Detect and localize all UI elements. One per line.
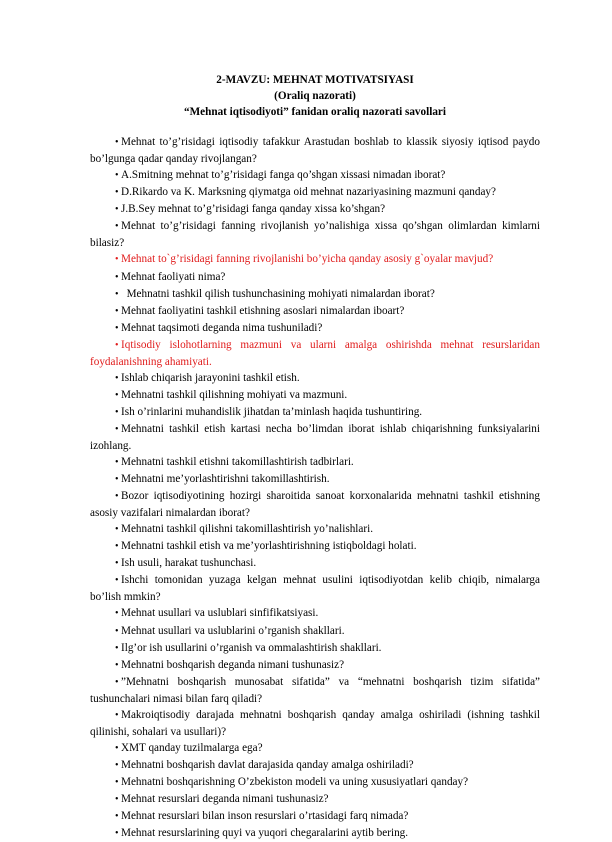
bullet-icon: • — [115, 221, 119, 233]
bullet-icon: • — [115, 187, 119, 199]
question-item — [90, 320, 540, 337]
question-text: Mehnat to’g’risidagi iqtisodiy tafakkur Arastudan boshlab to klassik siyosiy iqtisod paydo bo’lgunga qadar qanday rivojlangan? — [90, 136, 543, 166]
question-text: Mehnatni tashkil etishni takomillashtirish tadbirlari. — [121, 456, 354, 469]
bullet-icon: • — [115, 742, 119, 754]
question-item — [90, 774, 540, 791]
question-text: A.Smitning mehnat to’g’risidagi fanga qo’shgan xissasi nimadan iborat? — [121, 169, 446, 182]
bullet-icon: • — [115, 541, 119, 553]
question-text: Iqtisodiy islohotlarning mazmuni va ularni amalga oshirishda mehnat resurslaridan foydalanishning ahamiyati. — [90, 338, 543, 368]
question-item — [90, 201, 540, 218]
bullet-icon: • — [115, 659, 119, 671]
question-item — [90, 421, 543, 454]
question-text: Ishchi tomonidan yuzaga kelgan mehnat usulini iqtisodiyotdan kelib chiqib, nimalarga bo’lish mmkin? — [90, 574, 543, 604]
question-text: Mehnat to’g’risidagi fanning rivojlanish yo’nalishiga xissa qo’shgan olimlardan kimlarni bilasiz? — [90, 220, 543, 250]
question-text: Mehnatni me’yorlashtirishni takomillashtirish. — [121, 473, 330, 486]
question-text: Mehnatni tashkil qilish tushunchasining mohiyati nimalardan iborat? — [121, 287, 435, 300]
question-item — [90, 605, 540, 622]
bullet-icon: • — [115, 271, 119, 283]
question-text: Ish o’rinlarini muhandislik jihatdan ta’minlash haqida tushuntiring. — [121, 405, 423, 418]
question-item — [90, 623, 540, 640]
bullet-icon: • — [115, 322, 119, 334]
bullet-icon: • — [115, 759, 119, 771]
question-text: XMT qanday tuzilmalarga ega? — [121, 741, 263, 754]
question-text: Mehnatni boshqarishning O’zbekiston modeli va uning xususiyatlari qanday? — [121, 775, 469, 788]
document-page — [90, 72, 543, 842]
question-item — [90, 269, 540, 286]
bullet-icon: • — [115, 625, 119, 637]
bullet-icon: • — [115, 204, 119, 216]
bullet-icon: • — [115, 474, 119, 486]
bullet-icon: • — [115, 491, 119, 503]
question-text: Mehnatni tashkil qilishni takomillashtirish yo’nalishlari. — [121, 523, 374, 536]
question-text: Mehnat resurslarining quyi va yuqori chegaralarini aytib bering. — [121, 827, 409, 840]
bullet-icon: • — [115, 709, 119, 721]
bullet-icon: • — [115, 608, 119, 620]
question-item — [90, 808, 540, 825]
bullet-icon: • — [115, 288, 119, 300]
bullet-icon: • — [115, 558, 119, 570]
question-item — [90, 303, 540, 320]
bullet-icon: • — [115, 423, 119, 435]
question-text: Bozor iqtisodiyotining hozirgi sharoitida sanoat korxonalarida mehnatni tashkil etishning asosiy vazifalari nimalardan iborat? — [90, 490, 543, 520]
question-item — [90, 286, 540, 303]
question-list — [90, 134, 543, 842]
question-text: Mehnat faoliyati nima? — [121, 270, 226, 283]
question-text: Mehnat taqsimoti deganda nima tushuniladi? — [121, 321, 323, 334]
question-item — [90, 488, 543, 521]
question-item — [90, 791, 540, 808]
bullet-icon: • — [115, 676, 119, 688]
bullet-icon: • — [115, 372, 119, 384]
question-item — [90, 555, 540, 572]
question-item — [90, 757, 540, 774]
question-item — [90, 454, 540, 471]
subject-heading: “Mehnat iqtisodiyoti” fanidan oraliq nazorati savollari — [184, 106, 446, 119]
question-text: Mehnatni boshqarish deganda nimani tushunasiz? — [121, 658, 345, 671]
question-text: Mehnat resurslari bilan inson resurslari o’rtasidagi farq nimada? — [121, 810, 409, 823]
question-text: Ish usuli, harakat tushunchasi. — [121, 557, 257, 570]
question-item — [90, 538, 540, 555]
question-item — [90, 184, 540, 201]
question-text: Ilg’or ish usullarini o’rganish va ommalashtirish shakllari. — [121, 641, 382, 654]
question-item — [90, 251, 540, 268]
document-subtitle: (Oraliq nazorati) — [274, 90, 356, 103]
question-text: Ishlab chiqarish jarayonini tashkil etish. — [121, 371, 300, 384]
question-text: J.B.Sey mehnat to’g’risidagi fanga qanday xissa ko’shgan? — [121, 203, 386, 216]
document-title: 2-MAVZU: MEHNAT MOTIVATSIYASI — [216, 74, 414, 86]
question-text: Mehnat usullari va uslublarini o’rganish shakllari. — [121, 624, 345, 637]
question-item — [90, 337, 543, 370]
bullet-icon: • — [115, 642, 119, 654]
question-item — [90, 572, 543, 605]
question-item — [90, 707, 543, 740]
question-item — [90, 674, 543, 707]
question-text: D.Rikardo va K. Marksning qiymatga oid mehnat nazariyasining mazmuni qanday? — [121, 186, 496, 199]
question-text: Mehnatni tashkil etish va me’yorlashtirishning istiqboldagi holati. — [121, 540, 417, 553]
question-item — [90, 521, 540, 538]
question-item — [90, 134, 543, 167]
bullet-icon: • — [115, 305, 119, 317]
bullet-icon: • — [115, 828, 119, 840]
bullet-icon: • — [115, 524, 119, 536]
question-item — [90, 167, 540, 184]
bullet-icon: • — [115, 254, 119, 266]
question-text: Mehnat resurslari deganda nimani tushunasiz? — [121, 792, 329, 805]
bullet-icon: • — [115, 793, 119, 805]
question-text: Mehnat to`g’risidagi fanning rivojlanishi bo’yicha qanday asosiy g`oyalar mavjud? — [121, 253, 494, 266]
question-text: Mehnatni tashkil qilishning mohiyati va mazmuni. — [121, 388, 348, 401]
bullet-icon: • — [115, 406, 119, 418]
question-item — [90, 404, 540, 421]
question-item — [90, 640, 540, 657]
question-item — [90, 825, 540, 842]
question-item — [90, 370, 540, 387]
bullet-icon: • — [115, 170, 119, 182]
question-item — [90, 387, 540, 404]
bullet-icon: • — [115, 811, 119, 823]
question-text: Mehnatni tashkil etish kartasi necha bo’limdan iborat ishlab chiqarishning funksiyalarini izohlang. — [90, 422, 543, 452]
question-text: Makroiqtisodiy darajada mehnatni boshqarish qanday amalga oshiriladi (ishning tashkil qilinishi, sohalari va usullari)? — [90, 708, 543, 738]
bullet-icon: • — [115, 776, 119, 788]
bullet-icon: • — [115, 389, 119, 401]
question-text: Mehnatni boshqarish davlat darajasida qanday amalga oshiriladi? — [121, 758, 414, 771]
bullet-icon: • — [115, 575, 119, 587]
question-item — [90, 218, 543, 251]
question-item — [90, 471, 540, 488]
question-text: Mehnat usullari va uslublari sinfifikatsiyasi. — [121, 607, 319, 620]
bullet-icon: • — [115, 457, 119, 469]
question-text: Mehnat faoliyatini tashkil etishning asoslari nimalardan iboart? — [121, 304, 405, 317]
bullet-icon: • — [115, 137, 119, 149]
heading-spacer — [90, 120, 540, 134]
bullet-icon: • — [115, 339, 119, 351]
question-item — [90, 657, 540, 674]
question-item — [90, 740, 540, 757]
question-text: ”Mehnatni boshqarish munosabat sifatida” va “mehnatni boshqarish tizim sifatida” tushunchalari nimasi bilan farq qiladi? — [90, 675, 543, 705]
